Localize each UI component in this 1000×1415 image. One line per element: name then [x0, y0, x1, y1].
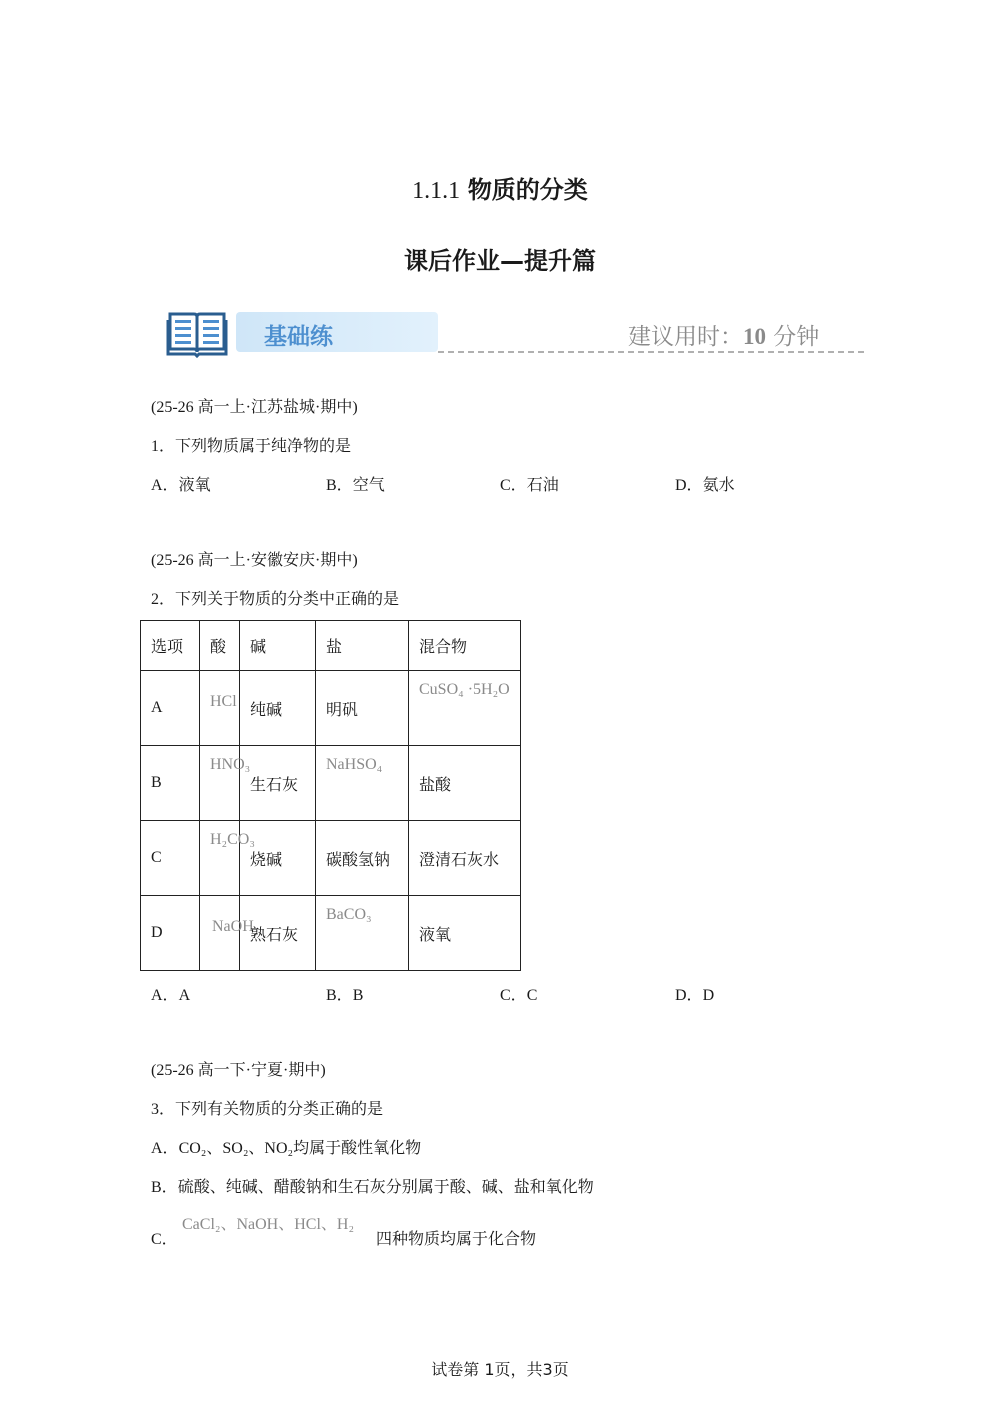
option-c-formula: CaCl₂、NaOH、HCl、H₂ — [182, 1216, 355, 1233]
source-text: (25-26 高一下·宁夏·期中) — [151, 1062, 326, 1079]
question-number: 2． — [151, 591, 176, 608]
option-c — [500, 472, 559, 495]
option-cell: A — [141, 671, 200, 746]
question-text: 下列关于物质的分类中正确的是 — [175, 589, 400, 608]
header-cell: 选项 — [141, 621, 200, 671]
option-c — [500, 982, 537, 1005]
option-c — [151, 1226, 178, 1249]
option-text: A — [178, 987, 191, 1004]
time-value: 10 — [743, 324, 766, 349]
salt-cell: 碳酸氢钠 — [316, 821, 409, 896]
table-row — [141, 821, 521, 896]
book-icon — [166, 308, 228, 356]
source-text: (25-26 高一上·江苏盐城·期中) — [151, 399, 358, 416]
option-d — [675, 982, 714, 1005]
question-number: 3． — [151, 1101, 176, 1118]
table-row — [141, 671, 521, 746]
mixture-cell: 液氧 — [409, 896, 521, 971]
salt-cell — [316, 896, 409, 971]
option-text: 石油 — [526, 475, 559, 494]
option-text: 硫酸、纯碱、醋酸钠和生石灰分别属于酸、碱、盐和氧化物 — [177, 1177, 594, 1196]
option-a — [151, 1135, 421, 1158]
option-text: C — [526, 987, 538, 1004]
question-stem — [151, 433, 351, 456]
option-letter: B． — [151, 1179, 178, 1196]
option-cell: C — [141, 821, 200, 896]
page-footer: 试卷第 1页，共3页 — [431, 1360, 569, 1379]
question-stem — [151, 586, 399, 609]
salt-cell: 明矾 — [316, 671, 409, 746]
title-text: 物质的分类 — [467, 176, 588, 204]
header-cell: 盐 — [316, 621, 409, 671]
option-cell: B — [141, 746, 200, 821]
acid-cell — [200, 896, 254, 971]
option-letter: A． — [151, 1140, 179, 1157]
acid-formula: H₂CO₃ — [210, 831, 255, 848]
option-letter: C． — [151, 1231, 178, 1248]
base-cell: 纯碱 — [240, 671, 316, 746]
salt-formula: BaCO₃ — [326, 906, 372, 923]
option-letter: D． — [675, 987, 703, 1004]
acid-formula: HCl — [210, 693, 237, 710]
salt-formula: NaHSO₄ — [326, 756, 383, 773]
option-b — [326, 472, 385, 495]
acid-cell — [200, 821, 255, 896]
acid-formula: NaOH — [212, 918, 254, 935]
question-source — [151, 1057, 326, 1080]
base-cell: 熟石灰 — [240, 896, 316, 971]
option-letter: B． — [326, 477, 353, 494]
question-stem — [151, 1096, 383, 1119]
option-text: 空气 — [352, 475, 385, 494]
question-text: 下列有关物质的分类正确的是 — [175, 1099, 384, 1118]
option-text: D — [702, 987, 715, 1004]
classification-table — [140, 620, 521, 971]
option-cell: D — [141, 896, 200, 971]
mixture-cell: 盐酸 — [409, 746, 521, 821]
option-letter: C． — [500, 987, 527, 1004]
suggested-time — [628, 318, 819, 351]
header-cell: 混合物 — [409, 621, 521, 671]
option-b — [151, 1174, 594, 1197]
question-source — [151, 394, 358, 417]
question-text: 下列物质属于纯净物的是 — [175, 436, 352, 455]
mixture-formula: CuSO₄ ·5H₂O — [419, 681, 510, 698]
option-letter: A． — [151, 987, 179, 1004]
section-label: 基础练 — [264, 323, 333, 350]
page-subtitle: 课后作业—提升篇 — [404, 247, 596, 275]
option-letter: C． — [500, 477, 527, 494]
acid-formula: HNO₃ — [210, 756, 251, 773]
time-prefix: 建议用时： — [628, 324, 743, 350]
acid-cell — [200, 746, 251, 821]
option-text: 液氧 — [178, 475, 211, 494]
base-cell: 生石灰 — [240, 746, 316, 821]
salt-cell — [316, 746, 409, 821]
option-b — [326, 982, 363, 1005]
banner-divider — [438, 351, 864, 353]
title-number: 1.1.1 — [412, 178, 461, 204]
option-text: B — [352, 987, 364, 1004]
time-unit: 分钟 — [766, 324, 820, 350]
option-letter: A． — [151, 477, 179, 494]
table-row — [141, 896, 521, 971]
header-cell: 酸 — [200, 621, 240, 671]
acid-cell — [200, 671, 240, 746]
option-a — [151, 982, 190, 1005]
page-title — [0, 170, 1000, 205]
source-text: (25-26 高一上·安徽安庆·期中) — [151, 552, 358, 569]
question-number: 1． — [151, 438, 176, 455]
mixture-cell — [409, 671, 521, 746]
option-a — [151, 472, 211, 495]
base-cell: 烧碱 — [240, 821, 316, 896]
question-source — [151, 547, 358, 570]
option-c-text: 四种物质均属于化合物 — [376, 1229, 537, 1248]
option-d — [675, 472, 735, 495]
option-letter: D． — [675, 477, 703, 494]
table-header-row — [141, 621, 521, 671]
option-text: CO₂、SO₂、NO₂均属于酸性氧化物 — [178, 1140, 422, 1157]
mixture-cell: 澄清石灰水 — [409, 821, 521, 896]
option-text: 氨水 — [702, 475, 735, 494]
header-cell: 碱 — [240, 621, 316, 671]
option-letter: B． — [326, 987, 353, 1004]
table-row — [141, 746, 521, 821]
